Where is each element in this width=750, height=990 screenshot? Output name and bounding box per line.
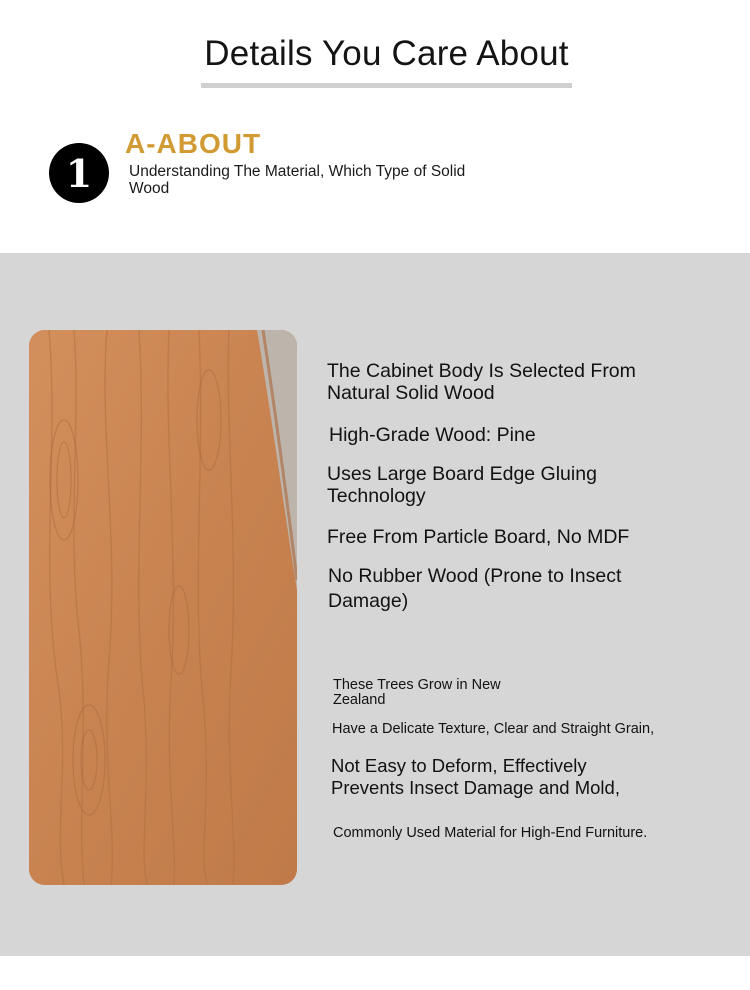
title-block (201, 26, 572, 90)
feature-edge-gluing: Uses Large Board Edge Gluing Technology (327, 463, 597, 507)
section-title: A-ABOUT (125, 128, 262, 159)
title-underline (201, 83, 572, 88)
header-section (0, 0, 750, 253)
feature-wood-type: High-Grade Wood: Pine (329, 424, 536, 446)
note-origin: These Trees Grow in New Zealand (333, 677, 501, 708)
feature-natural-solid-wood: The Cabinet Body Is Selected From Natural Solid Wood (327, 360, 636, 404)
note-benefit: Not Easy to Deform, Effectively Prevents Insect Damage and Mold, (331, 755, 620, 798)
note-texture: Have a Delicate Texture, Clear and Straight Grain, (332, 721, 655, 737)
section-number-badge: 1 (49, 143, 109, 203)
feature-no-mdf: Free From Particle Board, No MDF (327, 526, 630, 548)
feature-no-rubber-wood: No Rubber Wood (Prone to Insect Damage) (328, 565, 622, 612)
section-subtitle: Understanding The Material, Which Type of Solid Wood (129, 163, 466, 197)
wood-grain-illustration (29, 330, 297, 885)
page-title: Details You Care About (204, 34, 569, 73)
note-usage: Commonly Used Material for High-End Furniture. (333, 825, 648, 841)
wood-sample-image (29, 330, 297, 885)
